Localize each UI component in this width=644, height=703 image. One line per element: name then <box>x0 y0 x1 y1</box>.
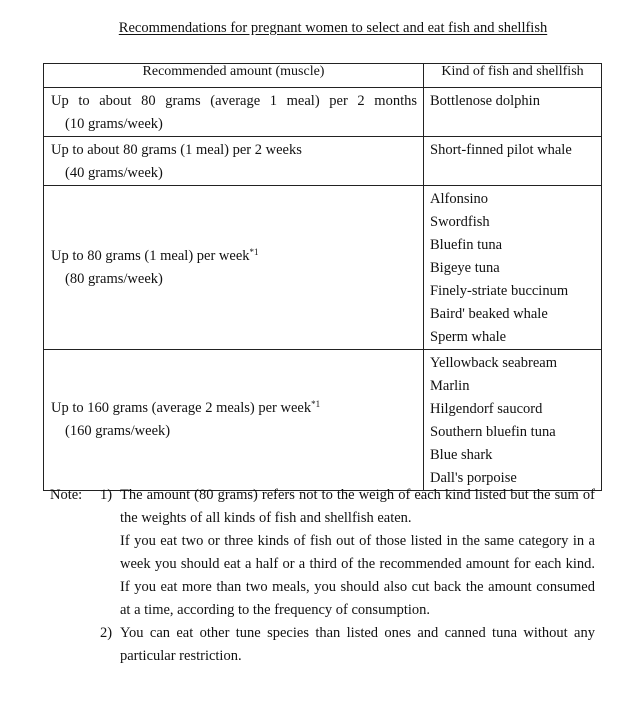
amount-text: Up to about 80 grams (average 1 meal) per 2 months <box>51 93 417 109</box>
note-item-2 <box>50 622 595 668</box>
table-row <box>44 88 602 137</box>
kind-cell <box>424 88 602 137</box>
fish-recommendation-table <box>43 63 602 491</box>
header-recommended-amount: Recommended amount (muscle) <box>44 64 424 88</box>
note-item-number: 2) <box>100 625 113 641</box>
amount-text-wrap <box>51 397 417 420</box>
kind-item: Bluefin tuna <box>430 237 503 253</box>
kind-item: Blue shark <box>430 447 493 463</box>
amount-sub-text: (80 grams/week) <box>65 270 163 287</box>
table-row <box>44 350 602 491</box>
kind-item: Southern bluefin tuna <box>430 424 556 440</box>
kind-cell <box>424 350 602 491</box>
amount-text: Up to 80 grams (1 meal) per week <box>51 247 250 264</box>
amount-cell <box>44 186 424 350</box>
note-item-text: You can eat other tune species than listed ones and canned tuna without any particular restriction. <box>120 625 595 664</box>
note-item-text: The amount (80 grams) refers not to the weigh of each kind listed but the sum of the weights of all kinds of fish and shellfish eaten. <box>120 487 595 526</box>
amount-cell <box>44 350 424 491</box>
document-title: Recommendations for pregnant women to select and eat fish and shellfish <box>118 20 548 36</box>
amount-sub-text: (160 grams/week) <box>65 423 171 439</box>
kind-item: Sperm whale <box>430 329 507 345</box>
kind-item: Marlin <box>430 378 470 394</box>
table-row <box>44 186 602 350</box>
kind-item: Short-finned pilot whale <box>430 142 572 158</box>
kind-item: Alfonsino <box>430 191 488 207</box>
kind-item: Bottlenose dolphin <box>430 93 540 109</box>
kind-item: Swordfish <box>430 214 490 230</box>
note-item-1 <box>50 484 595 530</box>
amount-sub-text: (10 grams/week) <box>65 116 163 132</box>
table-header-row <box>44 64 602 88</box>
amount-cell <box>44 88 424 137</box>
amount-sub-text: (40 grams/week) <box>65 165 163 181</box>
kind-item: Finely-striate buccinum <box>430 283 569 299</box>
kind-item: Hilgendorf saucord <box>430 401 543 417</box>
kind-item: Dall's porpoise <box>430 470 517 486</box>
amount-text-wrap <box>51 245 417 268</box>
note-section <box>50 484 595 668</box>
note-item-number: 1) <box>100 487 113 503</box>
kind-cell <box>424 186 602 350</box>
kind-item: Yellowback seabream <box>430 355 557 371</box>
footnote-marker: *1 <box>311 399 321 409</box>
amount-text: Up to 160 grams (average 2 meals) per week <box>51 400 312 416</box>
amount-cell <box>44 137 424 186</box>
kind-cell <box>424 137 602 186</box>
note-label: Note: <box>50 487 83 503</box>
table-row <box>44 137 602 186</box>
kind-item: Bigeye tuna <box>430 260 500 276</box>
amount-text: Up to about 80 grams (1 meal) per 2 weeks <box>51 142 302 158</box>
kind-item: Baird' beaked whale <box>430 306 548 322</box>
note-item-1-paragraph-2: If you eat two or three kinds of fish out of those listed in the same category in a week you should eat a half or a third of the recommended amount for each kind. If you eat more than two meals, you should also cut back the amount consumed at a time, according to the frequency of consumption. <box>120 533 595 618</box>
footnote-marker: *1 <box>249 246 259 257</box>
header-kind-of-fish: Kind of fish and shellfish <box>424 64 602 88</box>
